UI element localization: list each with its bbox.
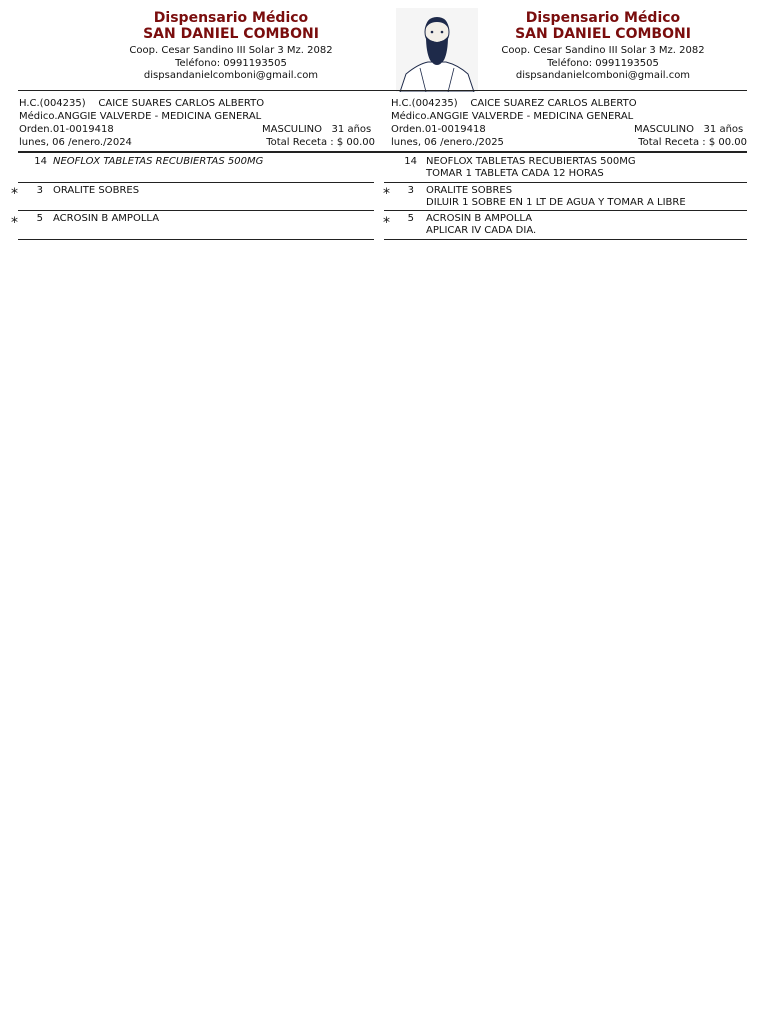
row-divider bbox=[384, 182, 747, 183]
clinic-header-right bbox=[453, 10, 753, 83]
sex-age-right bbox=[634, 123, 743, 136]
order-right: Orden.01-0019418 bbox=[391, 124, 486, 135]
hc-number: H.C.(004235) bbox=[391, 98, 458, 109]
star-icon: * bbox=[383, 186, 390, 202]
clinic-phone: Teléfono: 0991193505 bbox=[175, 57, 287, 69]
item-name: ORALITE SOBRES bbox=[53, 185, 140, 196]
row-divider bbox=[384, 239, 747, 240]
item-qty: 14 bbox=[34, 156, 47, 167]
star-icon: * bbox=[11, 186, 18, 202]
clinic-phone: Teléfono: 0991193505 bbox=[547, 57, 659, 69]
clinic-name-line1: Dispensario Médico bbox=[525, 10, 681, 26]
item-name: NEOFLOX TABLETAS RECUBIERTAS 500MG bbox=[53, 156, 264, 167]
item-name: ORALITE SOBRES bbox=[426, 185, 513, 196]
clinic-name-line2: SAN DANIEL COMBONI bbox=[143, 26, 319, 42]
item-qty: 14 bbox=[404, 156, 417, 167]
total-left: Total Receta : $ 00.00 bbox=[266, 137, 375, 148]
date-left: lunes, 06 /enero./2024 bbox=[19, 137, 132, 148]
clinic-name-line2: SAN DANIEL COMBONI bbox=[515, 26, 691, 42]
item-name: NEOFLOX TABLETAS RECUBIERTAS 500MG bbox=[426, 156, 636, 167]
clinic-address: Coop. Cesar Sandino III Solar 3 Mz. 2082 bbox=[129, 45, 333, 56]
age: 31 años bbox=[331, 124, 372, 135]
item-name: ACROSIN B AMPOLLA bbox=[53, 213, 160, 224]
star-icon: * bbox=[383, 215, 390, 231]
item-instructions: DILUIR 1 SOBRE EN 1 LT DE AGUA Y TOMAR A LIBRE bbox=[426, 197, 686, 208]
item-name: ACROSIN B AMPOLLA bbox=[426, 213, 533, 224]
doctor-right: Médico.ANGGIE VALVERDE - MEDICINA GENERAL bbox=[391, 111, 634, 122]
header-divider bbox=[18, 90, 747, 91]
date-right: lunes, 06 /enero./2025 bbox=[391, 137, 504, 148]
sex-age-left bbox=[262, 123, 371, 136]
clinic-address: Coop. Cesar Sandino III Solar 3 Mz. 2082 bbox=[501, 45, 705, 56]
clinic-header-left bbox=[81, 10, 381, 83]
info-divider bbox=[18, 151, 747, 153]
item-qty: 3 bbox=[36, 185, 43, 196]
item-qty: 3 bbox=[407, 185, 414, 196]
sex: MASCULINO bbox=[262, 124, 322, 135]
hc-number: H.C.(004235) bbox=[19, 98, 86, 109]
row-divider bbox=[18, 210, 374, 211]
item-qty: 5 bbox=[36, 213, 43, 224]
doctor-left: Médico.ANGGIE VALVERDE - MEDICINA GENERAL bbox=[19, 111, 262, 122]
item-instructions: APLICAR IV CADA DIA. bbox=[426, 225, 537, 236]
star-icon: * bbox=[11, 215, 18, 231]
clinic-email: dispsandanielcomboni@gmail.com bbox=[143, 70, 319, 81]
patient-name: CAICE SUARES CARLOS ALBERTO bbox=[98, 98, 265, 109]
total-right: Total Receta : $ 00.00 bbox=[638, 137, 747, 148]
patient-line-right bbox=[391, 97, 637, 110]
order-left: Orden.01-0019418 bbox=[19, 124, 114, 135]
row-divider bbox=[18, 239, 374, 240]
patient-line-left bbox=[19, 97, 264, 110]
row-divider bbox=[18, 182, 374, 183]
sex: MASCULINO bbox=[634, 124, 694, 135]
row-divider bbox=[384, 210, 747, 211]
item-instructions: TOMAR 1 TABLETA CADA 12 HORAS bbox=[426, 168, 604, 179]
item-qty: 5 bbox=[407, 213, 414, 224]
clinic-name-line1: Dispensario Médico bbox=[153, 10, 309, 26]
age: 31 años bbox=[703, 124, 744, 135]
patient-name: CAICE SUAREZ CARLOS ALBERTO bbox=[470, 98, 637, 109]
clinic-email: dispsandanielcomboni@gmail.com bbox=[515, 70, 691, 81]
